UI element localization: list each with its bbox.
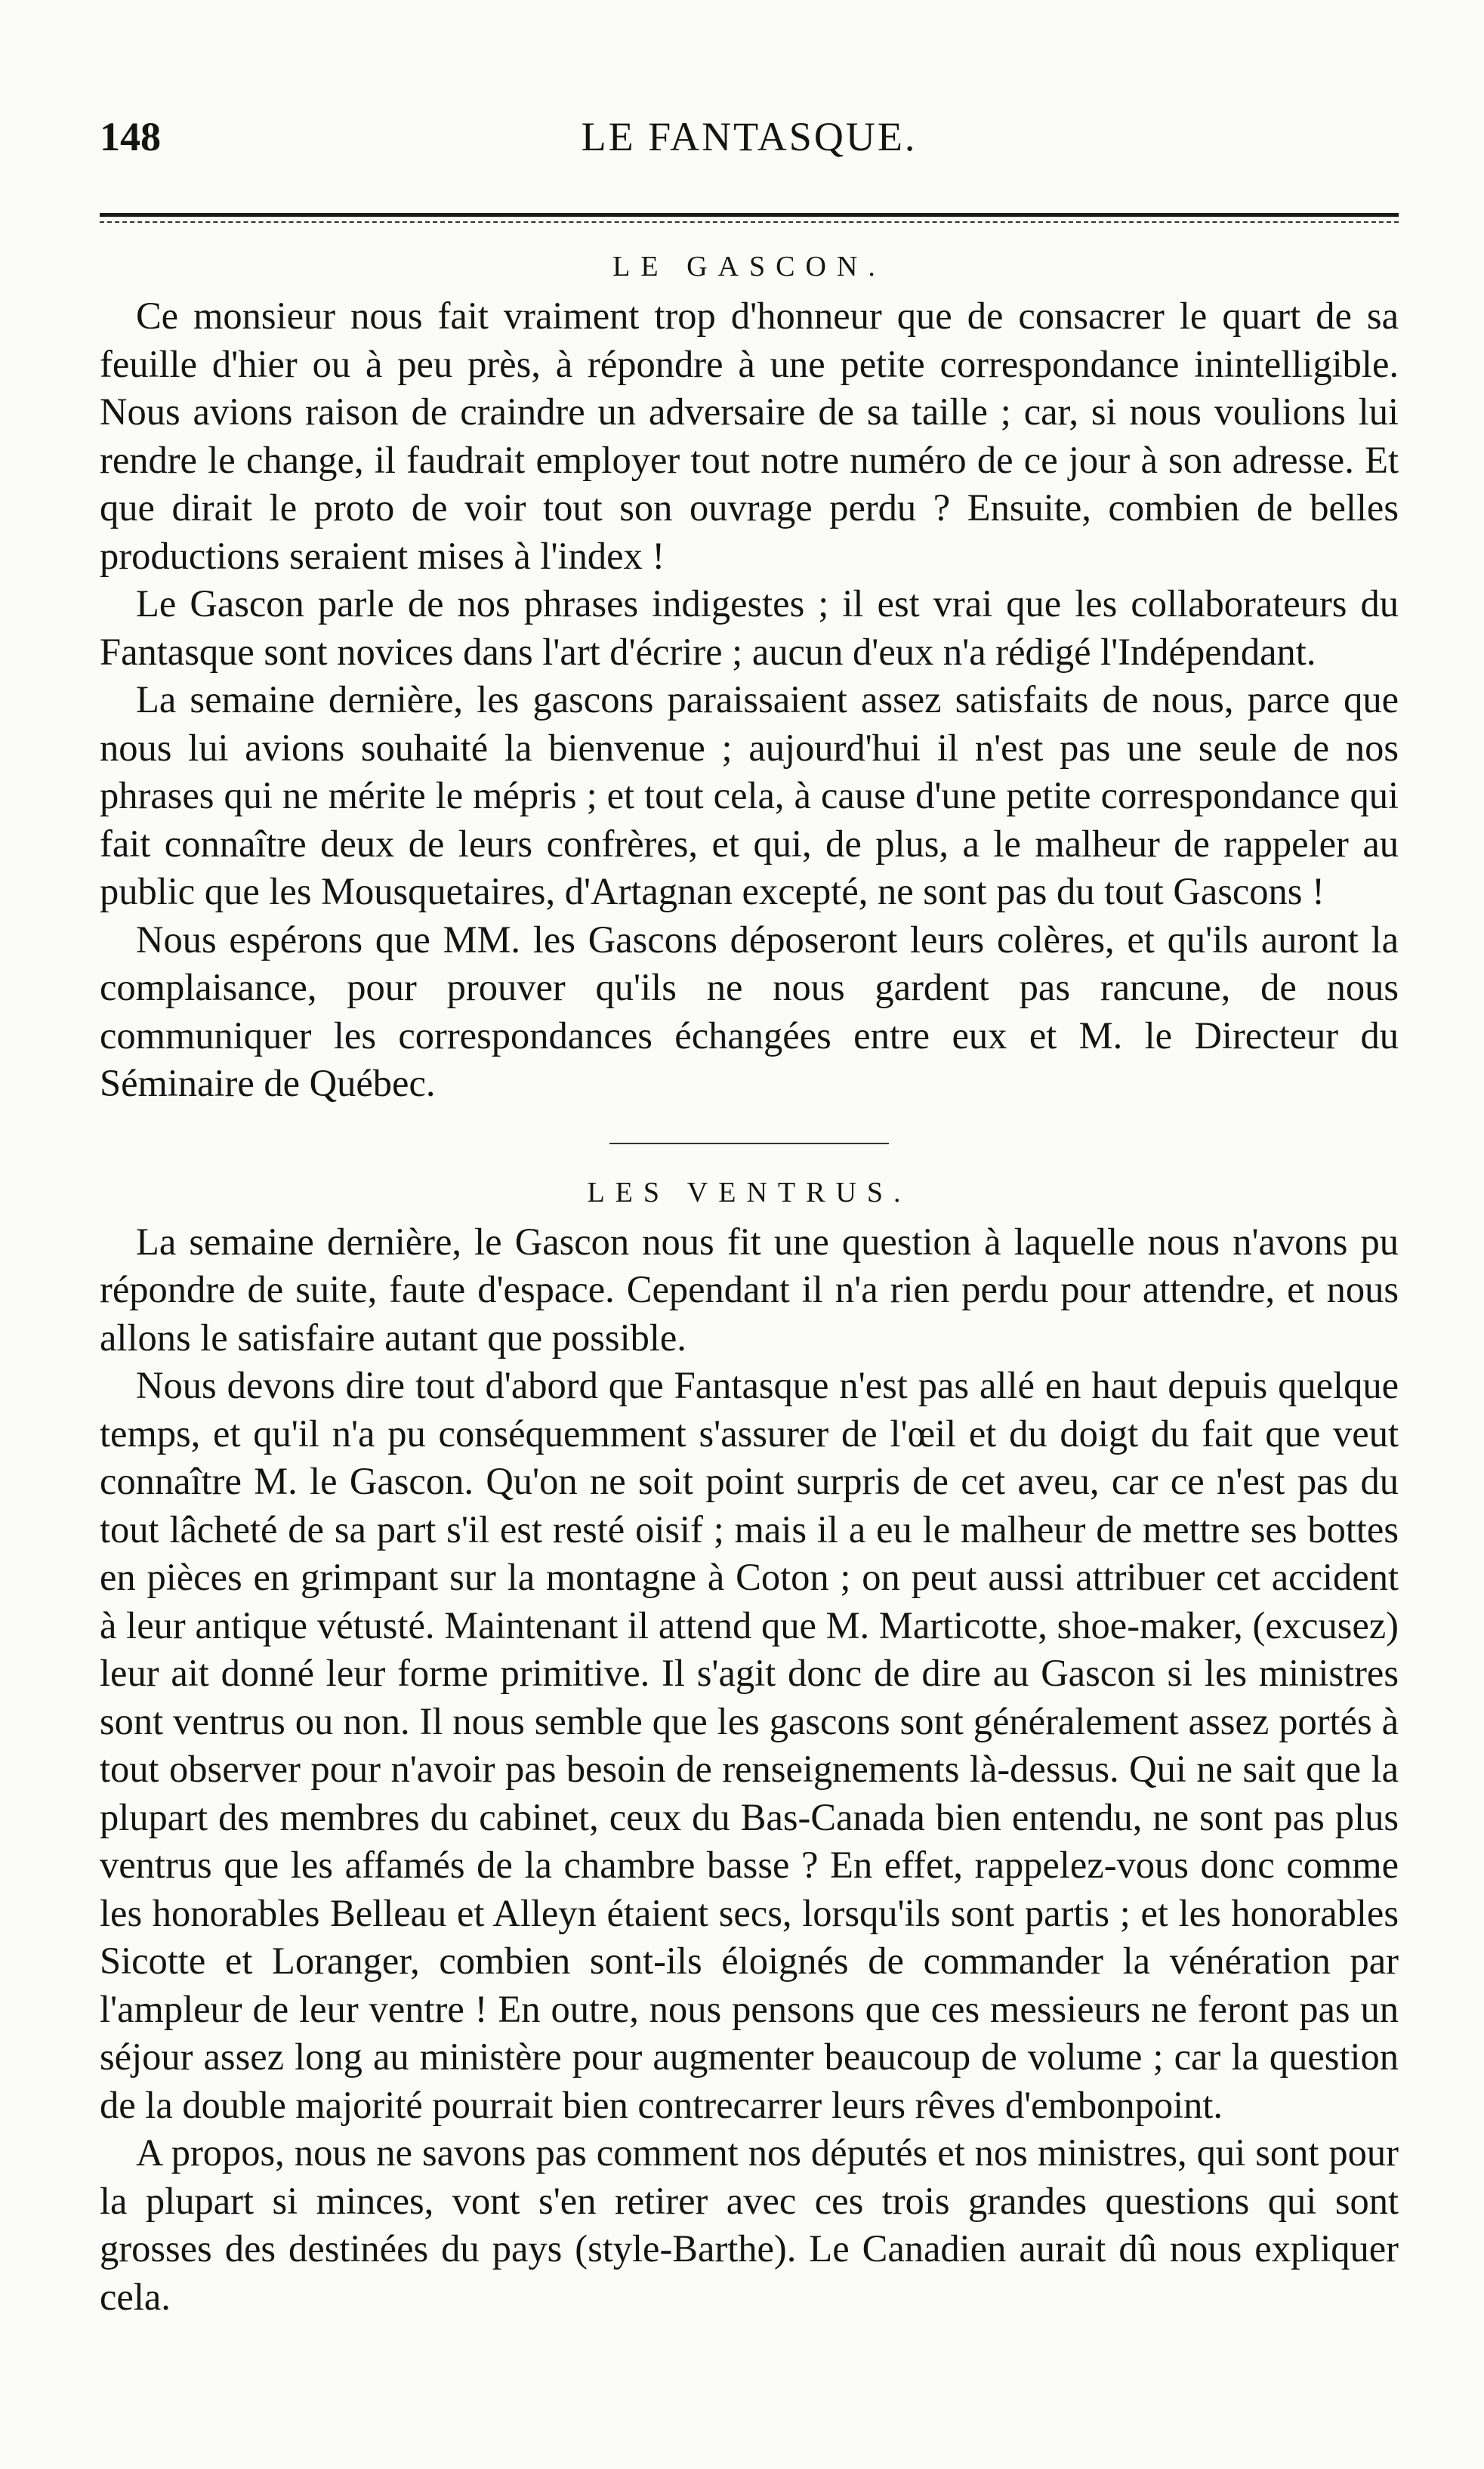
header-rule-dashed xyxy=(100,221,1399,223)
article-les-ventrus xyxy=(100,1176,1399,2322)
page xyxy=(100,113,1399,2321)
paragraph: Nous espérons que MM. les Gascons déposeront leurs colères, et qu'ils auront la complaisance, pour prouver qu'ils ne nous gardent pas rancune, de nous communiquer les correspondances échangées entre eux et M. le Directeur du Séminaire de Québec. xyxy=(100,918,1399,1104)
article-le-gascon xyxy=(100,250,1399,1108)
running-title: LE FANTASQUE. xyxy=(581,114,918,159)
paragraph: A propos, nous ne savons pas comment nos députés et nos ministres, qui sont pour la plupart si minces, vont s'en retirer avec ces trois grandes questions qui sont grosses des destinées du pays (style-Barthe). Le Canadien aurait dû nous expliquer cela. xyxy=(100,2131,1399,2318)
paragraph: Le Gascon parle de nos phrases indigestes ; il est vrai que les collaborateurs du Fantasque sont novices dans l'art d'écrire ; aucun d'eux n'a rédigé l'Indépendant. xyxy=(100,582,1399,673)
paragraph: La semaine dernière, le Gascon nous fit une question à laquelle nous n'avons pu répondre de suite, faute d'espace. Cependant il n'a rien perdu pour attendre, et nous allons le satisfaire autant que possible. xyxy=(100,1220,1399,1359)
paragraph: Nous devons dire tout d'abord que Fantasque n'est pas allé en haut depuis quelque temps, et qu'il n'a pu conséquemment s'assurer de l'œil et du doigt du fait que veut connaître M. le Gascon. Qu'on ne soit point surpris de cet aveu, car ce n'est pas du tout lâcheté de sa part s'il est resté oisif ; mais il a eu le malheur de mettre ses bottes en pièces en grimpant sur la montagne à Coton ; on peut aussi attribuer cet accident à leur antique vétusté. Maintenant il attend que M. Marticotte, shoe-maker, (excusez) leur ait donné leur forme primitive. Il s'agit donc de dire au Gascon si les ministres sont ventrus ou non. Il nous semble que les gascons sont généralement assez portés à tout observer pour n'avoir pas besoin de renseignements là-dessus. Qui ne sait que la plupart des membres du cabinet, ceux du Bas-Canada bien entendu, ne sont pas plus ventrus que les affamés de la chambre basse ? En effet, rappelez-vous donc comme les honorables Belleau et Alleyn étaient secs, lorsqu'ils sont partis ; et les honorables Sicotte et Loranger, combien sont-ils éloignés de commander la vénération par l'ampleur de leur ventre ! En outre, nous pensons que ces messieurs ne feront pas un séjour assez long au ministère pour augmenter beaucoup de volume ; car la question de la double majorité pourrait bien contrecarrer leurs rêves d'embonpoint. xyxy=(100,1364,1399,2126)
section-title: LE GASCON. xyxy=(612,251,886,282)
page-header xyxy=(100,113,1399,166)
section-separator xyxy=(609,1143,889,1144)
section-title: LES VENTRUS. xyxy=(587,1176,912,1208)
page-number: 148 xyxy=(100,114,161,159)
paragraph: La semaine dernière, les gascons paraissaient assez satisfaits de nous, parce que nous lui avions souhaité la bienvenue ; aujourd'hui il n'est pas une seule de nos phrases qui ne mérite le mépris ; et tout cela, à cause d'une petite correspondance qui fait connaître deux de leurs confrères, et qui, de plus, a le malheur de rappeler au public que les Mousquetaires, d'Artagnan excepté, ne sont pas du tout Gascons ! xyxy=(100,678,1399,912)
paragraph: Ce monsieur nous fait vraiment trop d'honneur que de consacrer le quart de sa feuille d'hier ou à peu près, à répondre à une petite correspondance inintelligible. Nous avions raison de craindre un adversaire de sa taille ; car, si nous voulions lui rendre le change, il faudrait employer tout notre numéro de ce jour à son adresse. Et que dirait le proto de voir tout son ouvrage perdu ? Ensuite, combien de belles productions seraient mises à l'index ! xyxy=(100,295,1399,577)
header-rule xyxy=(100,213,1399,217)
